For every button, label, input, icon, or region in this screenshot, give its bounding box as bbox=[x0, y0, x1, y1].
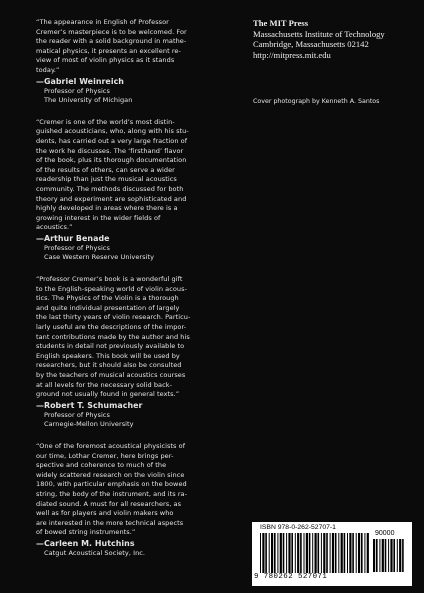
reviewer-affiliation: Professor of Physics bbox=[44, 86, 110, 95]
reviewer-affiliation: Professor of Physics bbox=[44, 410, 110, 419]
reviewer-affiliation: Carnegie-Mellon University bbox=[44, 420, 134, 429]
review-quote bbox=[36, 118, 242, 233]
quote-line: well as for players and violin makers who bbox=[36, 509, 174, 518]
quote-line: tics. The Physics of the Violin is a thorough bbox=[36, 294, 179, 303]
quote-line: dents, has carried out a very large fraction of bbox=[36, 136, 188, 145]
quote-line: are interested in the more technical aspects bbox=[36, 518, 184, 527]
quote-line: the last thirty years of violin research. Particu- bbox=[36, 313, 191, 322]
review-block bbox=[36, 275, 242, 430]
quote-line: “The appearance in English of Professor bbox=[36, 18, 169, 26]
quote-line: “Professor Cremer’s book is a wonderful gift bbox=[36, 275, 183, 284]
reviewer-affiliation: Catgut Acoustical Society, Inc. bbox=[44, 548, 146, 557]
quote-line: researchers, but it should also be consulted bbox=[36, 361, 182, 370]
quote-line: and quite individual presentation of largely bbox=[36, 303, 180, 312]
quote-line: English speakers. This book will be used by bbox=[36, 351, 180, 360]
review-block bbox=[36, 118, 242, 263]
quote-line: growing interest in the wider fields of bbox=[36, 213, 161, 222]
quote-line: the work he discusses. The ‘firsthand’ flavor bbox=[36, 146, 184, 155]
quote-line: guished acousticians, who, along with his stu- bbox=[36, 127, 189, 136]
quote-line: our time, Lothar Cremer, here brings per- bbox=[36, 451, 174, 460]
quote-line: theory and experiment are sophisticated and bbox=[36, 194, 187, 203]
quote-line: community. The methods discussed for both bbox=[36, 184, 184, 193]
quote-line: spective and coherence to much of the bbox=[36, 461, 167, 470]
quote-line: diated sound. A must for all researchers, as bbox=[36, 499, 182, 508]
reviewer-name: —Arthur Benade bbox=[36, 233, 110, 243]
price-code: 90000 bbox=[375, 530, 395, 537]
publisher-address-line: Cambridge, Massachusetts 02142 bbox=[253, 39, 369, 50]
reviews-column bbox=[36, 18, 242, 559]
quote-line: of the results of others, can serve a wider bbox=[36, 165, 175, 174]
price-barcode-bars bbox=[373, 539, 405, 572]
publisher-name: The MIT Press bbox=[253, 18, 309, 28]
review-block bbox=[36, 442, 242, 559]
quote-line: view of most of violin physics as it stands bbox=[36, 56, 175, 65]
quote-line: at all levels for the necessary solid back- bbox=[36, 380, 173, 389]
quote-line: 1800, with particular emphasis on the bowed bbox=[36, 480, 187, 489]
quote-line: to the English-speaking world of violin acous- bbox=[36, 284, 187, 293]
quote-line: acoustics.” bbox=[36, 223, 73, 232]
quote-line: string, the body of the instrument, and its ra- bbox=[36, 489, 188, 498]
reviewer-name: —Carleen M. Hutchins bbox=[36, 538, 135, 548]
review-quote bbox=[36, 18, 242, 76]
quote-line: “One of the foremost acoustical physicists of bbox=[36, 441, 186, 450]
barcode-bars bbox=[260, 533, 370, 573]
quote-line: of the book, plus its thorough documentation bbox=[36, 156, 187, 165]
quote-line: ground not usually found in general texts.” bbox=[36, 390, 180, 399]
publisher-url: http://mitpress.mit.edu bbox=[253, 49, 331, 60]
quote-line: today.” bbox=[36, 65, 60, 74]
publisher-address-line: Massachusetts Institute of Technology bbox=[253, 28, 385, 39]
reviewer-affiliation: Case Western Reserve University bbox=[44, 253, 155, 262]
review-quote bbox=[36, 275, 242, 400]
isbn-text: ISBN 978-0-262-52707-1 bbox=[260, 524, 336, 531]
reviewer-name: —Robert T. Schumacher bbox=[36, 400, 143, 410]
quote-line: by the teachers of musical acoustics courses bbox=[36, 371, 186, 379]
review-block bbox=[36, 18, 242, 106]
quote-line: highly developed in areas where there is a bbox=[36, 204, 178, 213]
reviewer-affiliation: Professor of Physics bbox=[44, 243, 110, 252]
quote-line: Cremer’s masterpiece is to be welcomed. For bbox=[36, 27, 187, 36]
cover-photo-credit: Cover photograph by Kenneth A. Santos bbox=[253, 98, 380, 105]
quote-line: widely scattered research on the violin since bbox=[36, 470, 185, 479]
barcode-digits: 9 780262 527071 bbox=[254, 573, 328, 581]
isbn-barcode bbox=[252, 522, 412, 586]
quote-line: “Cremer is one of the world’s most distin- bbox=[36, 117, 175, 126]
reviewer-affiliation: The University of Michigan bbox=[44, 96, 133, 105]
reviewer-name: —Gabriel Weinreich bbox=[36, 76, 124, 86]
review-quote bbox=[36, 442, 242, 538]
quote-line: the reader with a solid background in mathe- bbox=[36, 37, 187, 46]
quote-line: students in detail not previously available to bbox=[36, 342, 185, 351]
quote-line: readership than just the musical acoustics bbox=[36, 175, 177, 184]
quote-line: larly useful are the descriptions of the impor- bbox=[36, 323, 187, 332]
quote-line: matical physics, it presents an excellent re- bbox=[36, 46, 181, 55]
quote-line: tant contributions made by the author and his bbox=[36, 332, 190, 341]
quote-line: of bowed string instruments.” bbox=[36, 528, 136, 537]
publisher-block bbox=[253, 18, 413, 60]
